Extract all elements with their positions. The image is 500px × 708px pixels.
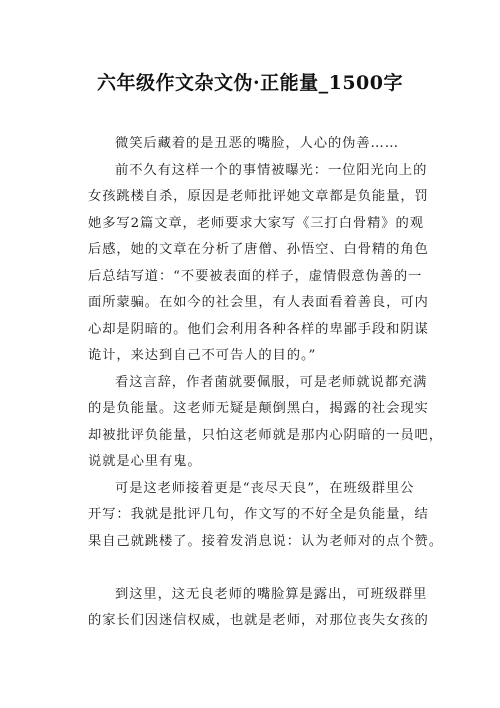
text-line: 微笑后藏着的是丑恶的嘴脸，人心的伪善…… [115,136,399,151]
text-line: 却被批评负能量，只怕这老师就是那内心阴暗的一员吧， [88,427,443,443]
text-line: 后总结写道：“不要被表面的样子，虚情假意伪善的一 [88,268,423,284]
document-title: 六年级作文杂文伪·正能量_1500字 [97,72,403,94]
text-line: 果自己就跳楼了。接着发消息说：认为老师对的点个赞。 [88,533,443,549]
text-line: 前不久有这样一个的事情被曝光：一位阳光向上的 [115,162,428,178]
text-line: 看这言辞，作者菌就要佩服，可是老师就说都充满 [115,374,428,390]
text-line: 到这里，这无良老师的嘴脸算是露出，可班级群里 [115,586,428,602]
text-line: 开写：我就是批评几句，作文写的不好全是负能量，结 [88,507,429,522]
document-body [88,131,443,635]
text-line: 可是这老师接着更是“丧尽天良”，在班级群里公 [115,480,415,496]
text-line: 女孩跳楼自杀，原因是老师批评她文章都是负能量，罚 [88,189,429,204]
text-line: 心却是阴暗的。他们会利用各种各样的卑鄙手段和阴谋 [88,321,429,337]
text-line: 后感，她的文章在分析了唐僧、孙悟空、白骨精的角色 [88,242,429,257]
text-line: 的是负能量。这老师无疑是颠倒黑白，揭露的社会现实 [88,401,429,416]
text-line: 诡计，来达到自己不可告人的目的。” [88,348,317,363]
text-line: 说就是心里有鬼。 [88,454,202,469]
blank-line [88,555,423,582]
text-line: 她多写2篇文章，老师要求大家写《三打白骨精》的观 [88,215,424,231]
text-line: 的家长们因迷信权威，也就是老师，对那位丧失女孩的 [88,613,429,628]
text-line: 面所蒙骗。在如今的社会里，有人表面看着善良，可内 [88,295,429,310]
